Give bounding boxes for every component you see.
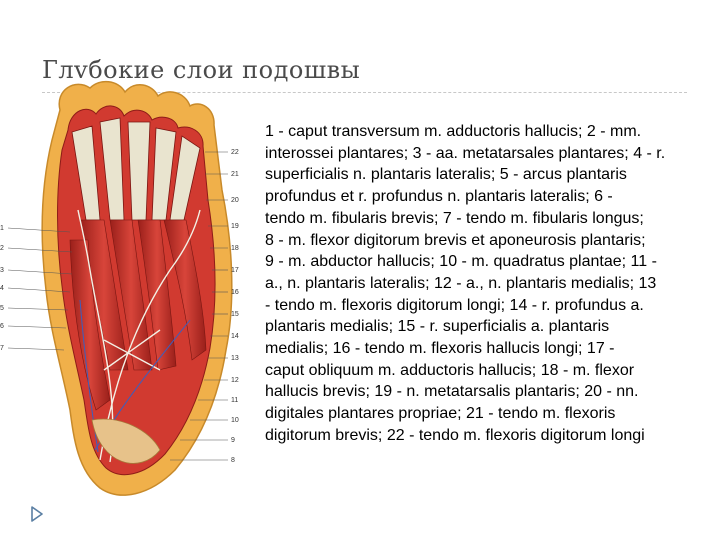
- slide-title: Глvбокие слои подошвы: [42, 56, 361, 84]
- callout-label: 12: [231, 377, 239, 384]
- callout-label: 10: [231, 417, 239, 424]
- callout-label: 3: [0, 267, 4, 274]
- callout-label: 5: [0, 305, 4, 312]
- callout-label: 7: [0, 345, 4, 352]
- callout-label: 20: [231, 197, 239, 204]
- callout-label: 16: [231, 289, 239, 296]
- callout-label: 22: [231, 149, 239, 156]
- callout-label: 8: [231, 457, 235, 464]
- callout-label: 21: [231, 171, 239, 178]
- callout-label: 11: [231, 397, 239, 404]
- triangle-bullet-icon: [31, 506, 43, 522]
- callout-label: 4: [0, 285, 4, 292]
- callout-label: 17: [231, 267, 239, 274]
- callout-label: 19: [231, 223, 239, 230]
- right-callout-labels: [231, 149, 239, 464]
- callout-label: 13: [231, 355, 239, 362]
- callout-label: 6: [0, 323, 4, 330]
- left-callout-labels: [0, 225, 4, 352]
- anatomy-drawing: [0, 70, 250, 540]
- callout-label: 2: [0, 245, 4, 252]
- foot-sole-illustration: [0, 70, 250, 540]
- callout-label: 9: [231, 437, 235, 444]
- figure-legend-text: 1 - caput transversum m. adductoris hallucis; 2 - mm. interossei plantares; 3 - aa. metatarsales plantares; 4 - r. superficialis n. plantaris lateralis; 5 - arcus plantaris profundus et r. profundus n. plantaris lateralis; 6 - tendo m. fibularis brevis; 7 - tendo m. fibularis longus; 8 - m. flexor digitorum brevis et aponeurosis plantaris; 9 - m. abductor hallucis; 10 - m. quadratus plantae; 11 - a., n. plantaris lateralis; 12 - a., n. plantaris medialis; 13 - tendo m. flexoris digitorum longi; 14 - r. profundus a. plantaris medialis; 15 - r. superficialis a. plantaris medialis; 16 - tendo m. flexoris hallucis longi; 17 - caput obliquum m. adductoris hallucis; 18 - m. flexor hallucis brevis; 19 - n. metatarsalis plantaris; 20 - nn. digitales plantares propriae; 21 - tendo m. flexoris digitorum brevis; 22 - tendo m. flexoris digitorum longi: [265, 123, 666, 444]
- callout-label: 18: [231, 245, 239, 252]
- callout-label: 1: [0, 225, 4, 232]
- callout-label: 14: [231, 333, 239, 340]
- callout-label: 15: [231, 311, 239, 318]
